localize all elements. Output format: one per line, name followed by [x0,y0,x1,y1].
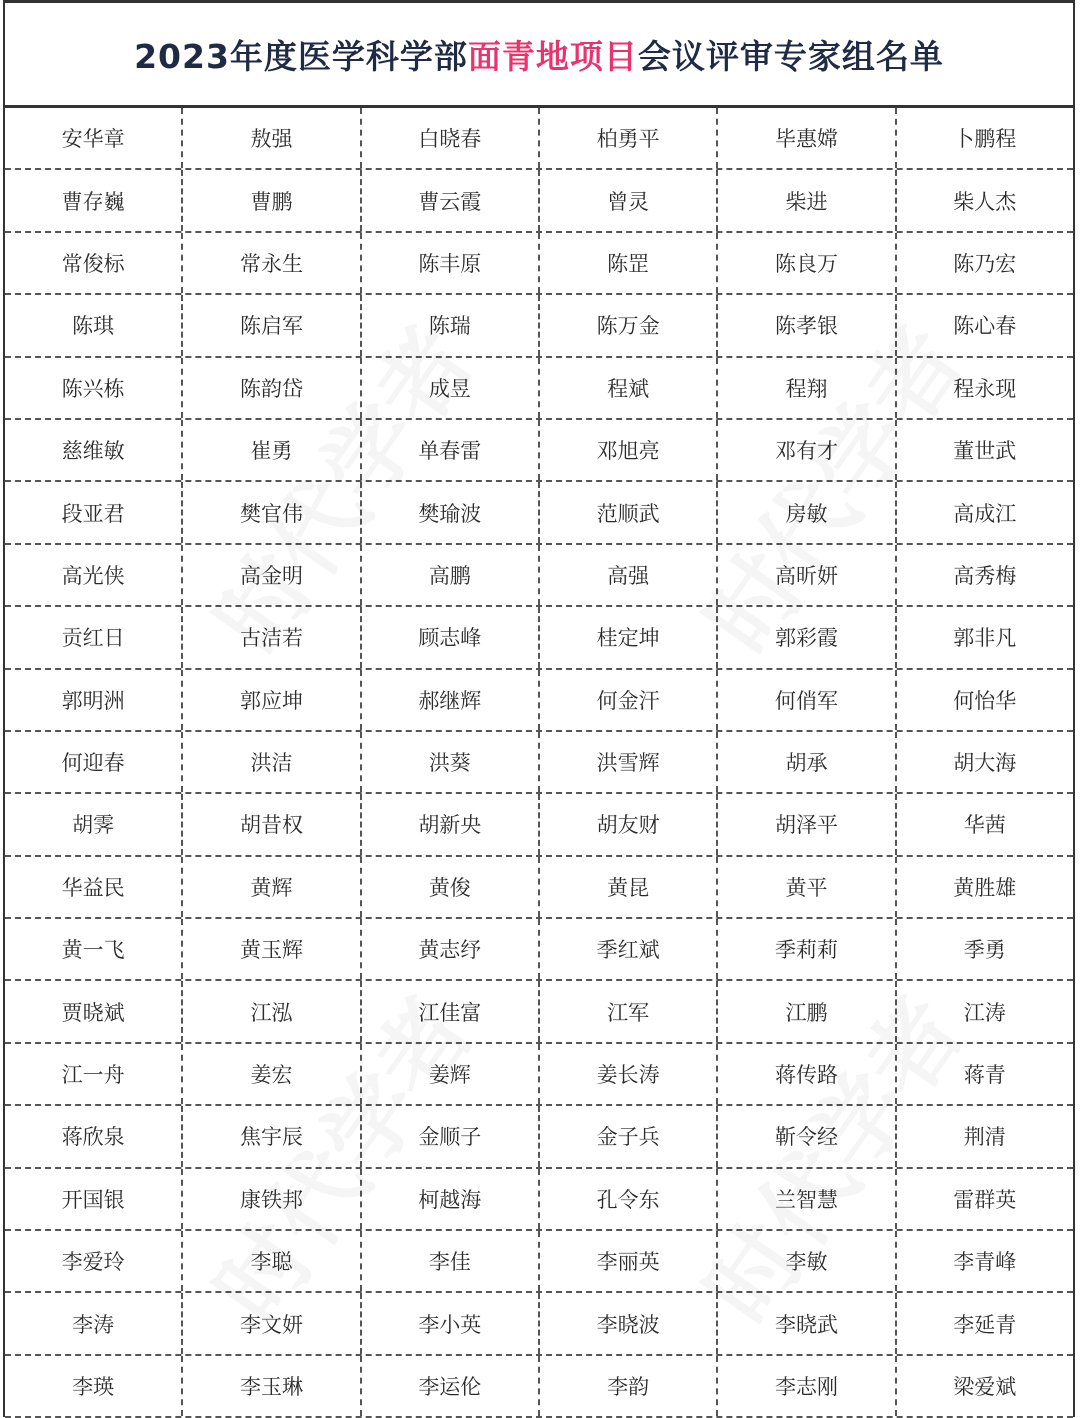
table-row [5,233,1073,295]
expert-name-cell: 白晓春 [362,108,540,168]
expert-name-cell: 开国银 [5,1169,183,1229]
expert-name-cell: 陈万金 [540,295,718,355]
expert-name-cell: 高金明 [183,545,361,605]
expert-name-cell: 李韵 [540,1356,718,1416]
expert-name-cell: 李聪 [183,1231,361,1291]
expert-name-cell: 常永生 [183,233,361,293]
expert-name-cell: 洪葵 [362,732,540,792]
table-row [5,420,1073,482]
table-row [5,607,1073,669]
expert-name-cell: 季莉莉 [718,919,896,979]
expert-name-cell: 陈韵岱 [183,358,361,418]
table-row [5,482,1073,544]
table-row [5,1231,1073,1293]
expert-name-cell: 高成江 [953,501,1017,526]
expert-name-cell: 曾灵 [540,170,718,230]
expert-name-cell: 顾志峰 [362,607,540,667]
expert-name-cell: 黄胜雄 [953,875,1017,900]
expert-name-cell: 李志刚 [718,1356,896,1416]
expert-name-cell: 胡霁 [5,794,183,854]
expert-name-cell: 康铁邦 [183,1169,361,1229]
expert-name-cell: 房敏 [718,482,896,542]
expert-name-cell: 李晓武 [718,1293,896,1353]
expert-name-table [5,108,1073,1418]
table-row [5,919,1073,981]
expert-name-cell: 高光侠 [5,545,183,605]
expert-name-cell: 胡昔权 [183,794,361,854]
expert-name-cell: 李佳 [362,1231,540,1291]
table-row [5,794,1073,856]
title-suffix: 会议评审专家组名单 [637,36,944,76]
expert-name-cell: 黄俊 [362,857,540,917]
table-row [5,108,1073,170]
expert-name-cell: 段亚君 [5,482,183,542]
table-row [5,670,1073,732]
expert-name-cell: 江泓 [183,981,361,1041]
expert-name-cell: 陈良万 [718,233,896,293]
expert-name-cell: 樊瑜波 [362,482,540,542]
expert-name-cell: 江鹏 [718,981,896,1041]
expert-name-cell: 江一舟 [5,1044,183,1104]
expert-name-cell: 郭明洲 [5,670,183,730]
expert-name-cell: 程斌 [540,358,718,418]
expert-name-cell: 荆清 [963,1125,1006,1150]
expert-name-cell: 高秀梅 [953,563,1017,588]
expert-name-cell: 单春雷 [362,420,540,480]
expert-name-cell: 靳令经 [718,1106,896,1166]
expert-name-cell: 陈孝银 [718,295,896,355]
expert-name-cell: 洪雪辉 [540,732,718,792]
expert-name-cell: 桂定坤 [540,607,718,667]
table-row [5,732,1073,794]
expert-name-cell: 黄平 [718,857,896,917]
table-row [5,1293,1073,1355]
table-row [5,1169,1073,1231]
table-row [5,981,1073,1043]
expert-name-cell: 邓旭亮 [540,420,718,480]
expert-name-cell: 黄玉辉 [183,919,361,979]
expert-name-cell: 范顺武 [540,482,718,542]
expert-name-cell: 黄昆 [540,857,718,917]
expert-name-cell: 姜辉 [362,1044,540,1104]
expert-name-cell: 安华章 [5,108,183,168]
expert-name-cell: 金子兵 [540,1106,718,1166]
expert-name-cell: 毕惠嫦 [718,108,896,168]
expert-name-cell: 陈琪 [5,295,183,355]
expert-name-cell: 李文妍 [183,1293,361,1353]
expert-name-cell: 李青峰 [953,1250,1017,1275]
expert-name-cell: 高鹏 [362,545,540,605]
expert-name-cell: 陈丰原 [362,233,540,293]
expert-name-cell: 陈心春 [953,314,1017,339]
expert-name-cell: 兰智慧 [718,1169,896,1229]
expert-name-cell: 郭彩霞 [718,607,896,667]
expert-name-cell: 陈瑞 [362,295,540,355]
expert-name-cell: 李小英 [362,1293,540,1353]
page-title [134,31,944,78]
expert-name-cell: 雷群英 [953,1187,1017,1212]
expert-name-cell: 贾晓斌 [5,981,183,1041]
expert-name-cell: 郭应坤 [183,670,361,730]
expert-name-cell: 成昱 [362,358,540,418]
expert-name-cell: 柏勇平 [540,108,718,168]
expert-name-cell: 孔令东 [540,1169,718,1229]
expert-name-cell: 蒋传路 [718,1044,896,1104]
expert-name-cell: 李敏 [718,1231,896,1291]
table-row [5,358,1073,420]
expert-name-cell: 陈兴栋 [5,358,183,418]
expert-name-cell: 江佳富 [362,981,540,1041]
expert-name-cell: 何金汗 [540,670,718,730]
expert-name-cell: 柴进 [718,170,896,230]
expert-name-cell: 敖强 [183,108,361,168]
expert-name-cell: 姜宏 [183,1044,361,1104]
expert-name-cell: 程翔 [718,358,896,418]
expert-name-cell: 郭非凡 [953,626,1017,651]
expert-name-cell: 黄一飞 [5,919,183,979]
expert-name-cell: 李爱玲 [5,1231,183,1291]
expert-name-cell: 陈乃宏 [953,251,1017,276]
expert-name-cell: 李瑛 [5,1356,183,1416]
expert-name-cell: 曹云霞 [362,170,540,230]
expert-name-cell: 柴人杰 [953,189,1017,214]
table-row [5,295,1073,357]
expert-name-cell: 古洁若 [183,607,361,667]
expert-name-cell: 何迎春 [5,732,183,792]
expert-name-cell: 华益民 [5,857,183,917]
expert-name-cell: 李延青 [953,1312,1017,1337]
expert-name-cell: 常俊标 [5,233,183,293]
expert-name-cell: 柯越海 [362,1169,540,1229]
expert-name-cell: 程永现 [953,376,1017,401]
expert-name-cell: 高昕妍 [718,545,896,605]
expert-name-cell: 贡红日 [5,607,183,667]
expert-name-cell: 胡泽平 [718,794,896,854]
expert-name-cell: 蒋青 [963,1063,1006,1088]
expert-name-cell: 陈罡 [540,233,718,293]
expert-name-cell: 李晓波 [540,1293,718,1353]
expert-name-cell: 胡新央 [362,794,540,854]
expert-name-cell: 董世武 [953,439,1017,464]
expert-name-cell: 卜鹏程 [953,127,1017,152]
expert-name-cell: 金顺子 [362,1106,540,1166]
table-row [5,1106,1073,1168]
expert-name-cell: 华茜 [963,813,1006,838]
expert-name-cell: 何俏军 [718,670,896,730]
expert-name-cell: 高强 [540,545,718,605]
title-highlight: 面青地项目 [467,36,638,76]
document-frame [3,0,1075,1417]
expert-name-cell: 樊官伟 [183,482,361,542]
expert-name-cell: 李丽英 [540,1231,718,1291]
table-row [5,1044,1073,1106]
expert-name-cell: 慈维敏 [5,420,183,480]
expert-name-cell: 季勇 [963,938,1006,963]
expert-name-cell: 洪洁 [183,732,361,792]
title-prefix: 2023年度医学科学部 [134,36,468,76]
expert-name-cell: 郝继辉 [362,670,540,730]
expert-name-cell: 梁爱斌 [953,1375,1017,1399]
table-row [5,545,1073,607]
table-row [5,1356,1073,1418]
expert-name-cell: 邓有才 [718,420,896,480]
title-banner [5,0,1073,108]
expert-name-cell: 曹鹏 [183,170,361,230]
expert-name-cell: 江涛 [963,1000,1006,1025]
expert-name-cell: 蒋欣泉 [5,1106,183,1166]
expert-name-cell: 季红斌 [540,919,718,979]
expert-name-cell: 黄志纾 [362,919,540,979]
expert-name-cell: 黄辉 [183,857,361,917]
table-row [5,857,1073,919]
expert-name-cell: 姜长涛 [540,1044,718,1104]
expert-name-cell: 胡大海 [953,751,1017,776]
expert-name-cell: 焦宇辰 [183,1106,361,1166]
expert-name-cell: 胡友财 [540,794,718,854]
expert-name-cell: 李涛 [5,1293,183,1353]
expert-name-cell: 江军 [540,981,718,1041]
table-row [5,170,1073,232]
expert-name-cell: 胡承 [718,732,896,792]
expert-name-cell: 李运伦 [362,1356,540,1416]
expert-name-cell: 李玉琳 [183,1356,361,1416]
expert-name-cell: 何怡华 [953,688,1017,713]
expert-name-cell: 陈启军 [183,295,361,355]
expert-name-cell: 曹存巍 [5,170,183,230]
expert-name-cell: 崔勇 [183,420,361,480]
